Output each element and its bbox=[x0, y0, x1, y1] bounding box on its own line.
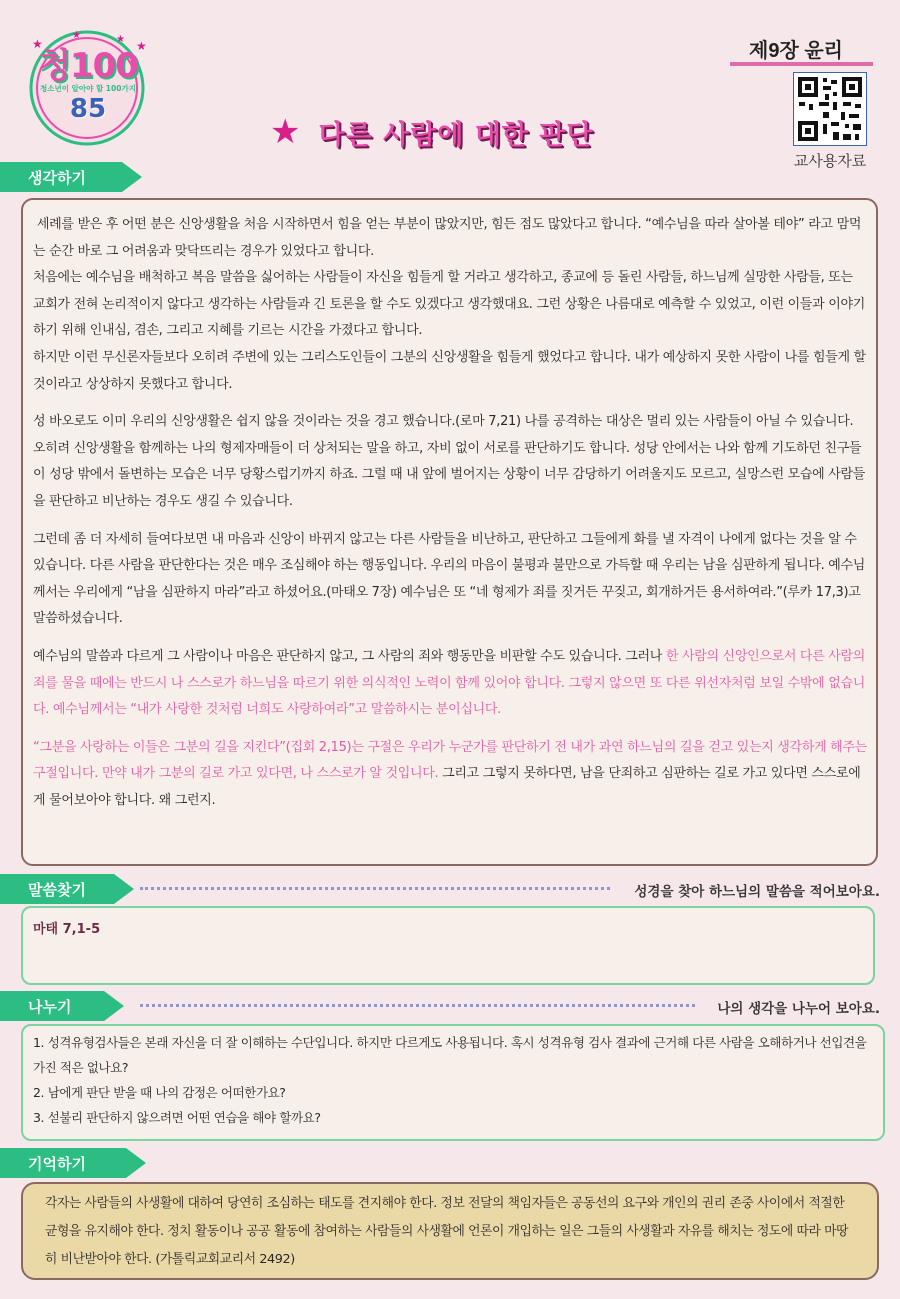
question-2: 2. 남에게 판단 받을 때 나의 감정은 어떠한가요? bbox=[33, 1085, 286, 1100]
logo-number: 85 bbox=[69, 94, 107, 124]
reading-paragraph-3: 그런데 좀 더 자세히 들여다보면 내 마음과 신앙이 바뀌지 않고는 다른 사람들을 비난하고, 판단하고 그들에게 화를 낼 자격이 나에게 없다는 것을 알 수 있습니다. 다른 사람을 판단한다는 것은 매우 조심해야 하는 행동입니다. 우리의 마음이 불평과 불만으로 가득할 때 우리는 남을 심판하게 됩니다. 예수님께서는 우리에게 “남을 심판하지 마라”라고 하셨어요.(마태오 7장) 예수님은 또 “네 형제가 죄를 짓거든 꾸짖고, 회개하거든 용서하여라.”(루카 17,3)고 말씀하셨습니다. bbox=[33, 531, 866, 627]
reading-paragraph-1-c: 하지만 이런 무신론자들보다 오히려 주변에 있는 그리스도인들이 그분의 신앙생활을 힘들게 했었다고 합니다. 내가 예상하지 못한 사람이 나를 힘들게 할 것이라고 상상하지 못했다고 합니다. bbox=[33, 349, 866, 392]
reading-paragraph-1-a: 세례를 받은 후 어떤 분은 신앙생활을 처음 시작하면서 힘을 얻는 부분이 많았지만, 힘든 점도 많았다고 합니다. “예수님을 따라 살아볼 테야” 라고 맘먹는 순간 바로 그 어려움과 맞닥뜨리는 경우가 있었다고 합니다. bbox=[33, 217, 862, 259]
svg-text:★: ★ bbox=[116, 34, 125, 45]
section-tag-remember-label: 기억하기 bbox=[28, 1154, 86, 1173]
reading-paragraph-4 bbox=[33, 644, 867, 724]
chapter-label: 제9장 윤리 bbox=[749, 40, 843, 62]
section-tag-think-label: 생각하기 bbox=[28, 168, 86, 187]
questions-box bbox=[21, 1024, 885, 1141]
section-tag-share bbox=[0, 991, 124, 1021]
chapter-underline bbox=[730, 62, 873, 66]
share-hint: 나의 생각을 나누어 보아요. bbox=[717, 1001, 880, 1017]
logo bbox=[14, 28, 160, 146]
section-tag-remember bbox=[0, 1148, 146, 1178]
reading-paragraph-2: 성 바오로도 이미 우리의 신앙생활은 쉽지 않을 것이라는 것을 경고 했습니다.(로마 7,21) 나를 공격하는 대상은 멀리 있는 사람들이 아닐 수 있습니다. 오히려 신앙생활을 함께하는 나의 형제자매들이 더 상처되는 말을 하고, 자비 없이 서로를 판단하기도 합니다. 성당 안에서는 나와 함께 기도하던 친구들이 성당 밖에서 돌변하는 모습은 너무 당황스럽기까지 하죠. 그럴 때 내 앞에 벌어지는 상황이 너무 감당하기 어려울지도 모르고, 실망스런 모습에 사람들을 판단하고 비난하는 경우도 생길 수 있습니다. bbox=[33, 414, 866, 509]
teacher-material-label: 교사용자료 bbox=[793, 153, 867, 170]
qr-code-icon[interactable] bbox=[793, 72, 867, 146]
svg-text:★: ★ bbox=[72, 30, 81, 41]
logo-subtitle: 청소년이 알아야 할 100가지 bbox=[40, 84, 136, 93]
svg-text:★: ★ bbox=[136, 39, 147, 53]
reading-paragraph-1-b: 처음에는 예수님을 배척하고 복음 말씀을 싫어하는 사람들이 자신을 힘들게 할 거라고 생각하고, 종교에 등 돌린 사람들, 하느님께 실망한 사람들, 또는 교회가 전혀 논리적이지 않다고 생각하는 사람들과 긴 토론을 할 수도 있겠다고 생각했대요. 그런 상황은 나름대로 예측할 수 있었고, 이런 이들과 이야기하기 위해 인내심, 겸손, 그리고 지혜를 기르는 시간을 가졌다고 합니다. bbox=[33, 270, 866, 339]
reading-box bbox=[21, 198, 878, 866]
reading-paragraph-5 bbox=[33, 735, 867, 815]
remember-text: 각자는 사람들의 사생활에 대하여 당연히 조심하는 태도를 견지해야 한다. 정보 전달의 책임자들은 공동선의 요구와 개인의 권리 존중 사이에서 적절한 균형을 유지해야 한다. 정치 활동이나 공공 활동에 참여하는 사람들의 사생활에 언론이 개입하는 일은 그들의 사생활과 자유를 해치는 정도에 따라 마땅히 비난받아야 한다. (가톨릭교회교리서 2492) bbox=[45, 1196, 849, 1267]
section-tag-share-label: 나누기 bbox=[28, 997, 72, 1016]
reading-paragraph-4-a: 예수님의 말씀과 다르게 그 사람이나 마음은 판단하지 않고, 그 사람의 죄와 행동만을 비판할 수도 있습니다. 그러나 bbox=[33, 648, 666, 664]
svg-text:★: ★ bbox=[32, 37, 43, 51]
question-3: 3. 섣불리 판단하지 않으려면 어떤 연습을 해야 할까요? bbox=[33, 1110, 321, 1125]
dotted-divider-share bbox=[140, 1004, 695, 1007]
question-1: 1. 성격유형검사들은 본래 자신을 더 잘 이해하는 수단입니다. 하지만 다르게도 사용됩니다. 혹시 성격유형 검사 결과에 근거해 다른 사람을 오해하거나 선입견을 가진 적은 없나요? bbox=[33, 1035, 867, 1075]
section-tag-think bbox=[0, 162, 142, 192]
reading-highlight-2: “그분을 사랑하는 이들은 그분의 길을 지킨다”(집회 2,15)는 구절은 우리가 누군가를 판단하기 전 내가 과연 하느님의 길을 걷고 있는지 생각하게 해주는 구절입니다. 만약 내가 그분의 길로 가고 있다면, 나 스스로가 알 것입니다. bbox=[33, 739, 867, 782]
verse-reference: 마태 7,1-5 bbox=[33, 922, 101, 937]
section-tag-word bbox=[0, 874, 134, 904]
dotted-divider-word bbox=[140, 887, 610, 890]
reading-paragraph-1 bbox=[33, 212, 867, 398]
remember-box bbox=[21, 1182, 879, 1280]
star-icon: ★ bbox=[270, 112, 301, 152]
logo-text: 청100 bbox=[38, 46, 138, 86]
reading-highlight-1: 한 사람의 신앙인으로서 다른 사람의 죄를 물을 때에는 반드시 나 스스로가 하느님을 따르기 위한 의식적인 노력이 함께 있어야 합니다. 그렇지 않으면 또 다른 위선자처럼 보일 수밖에 없습니다. 예수님께서는 “내가 사랑한 것처럼 너희도 사랑하여라”고 말씀하시는 분이십니다. bbox=[33, 648, 866, 718]
page-title bbox=[270, 110, 690, 154]
reading-paragraph-5-b: 그리고 그렇지 못하다면, 남을 단죄하고 심판하는 길로 가고 있다면 스스로에게 물어보아야 합니다. 왜 그런지. bbox=[33, 766, 861, 808]
word-hint: 성경을 찾아 하느님의 말씀을 적어보아요. bbox=[634, 884, 880, 900]
verse-writing-box[interactable] bbox=[21, 906, 875, 985]
page-title-text: 다른 사람에 대한 판단 bbox=[318, 119, 594, 151]
section-tag-word-label: 말씀찾기 bbox=[28, 880, 86, 899]
